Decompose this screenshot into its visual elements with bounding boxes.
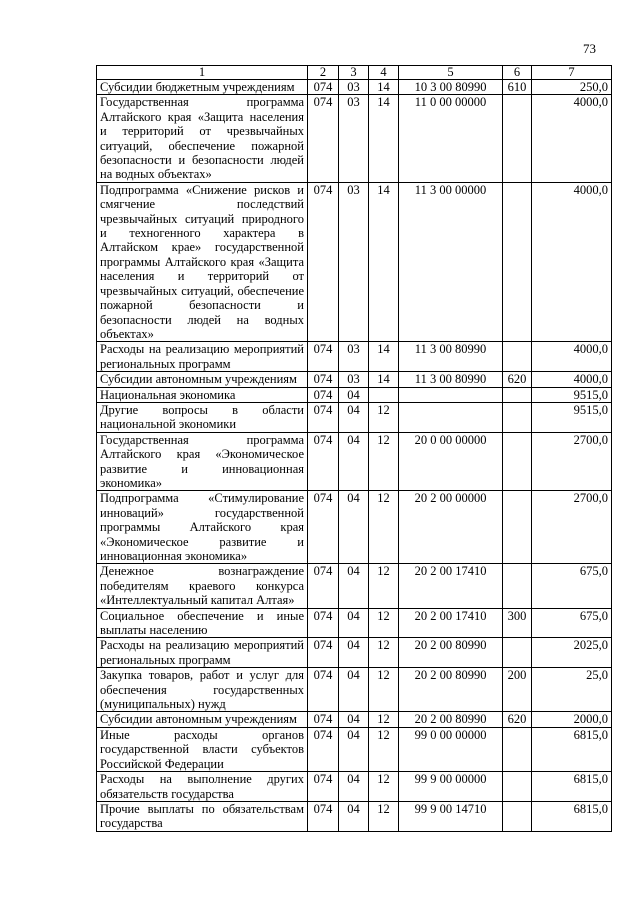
amount-cell: 2700,0	[532, 432, 612, 491]
expense-type-code-cell	[503, 432, 532, 491]
section-code-cell: 04	[339, 638, 369, 668]
expense-type-code-cell	[503, 387, 532, 402]
section-code-cell: 04	[339, 801, 369, 831]
ministry-code-cell: 074	[308, 712, 339, 727]
subsection-code-cell: 12	[369, 491, 399, 564]
section-code-cell: 04	[339, 491, 369, 564]
item-name-cell: Субсидии бюджетным учреждениям	[97, 80, 308, 95]
expense-type-code-cell	[503, 95, 532, 182]
expense-type-code-cell: 620	[503, 372, 532, 387]
target-article-code-cell: 20 2 00 80990	[399, 638, 503, 668]
ministry-code-cell: 074	[308, 801, 339, 831]
column-header: 7	[532, 66, 612, 80]
section-code-cell: 04	[339, 402, 369, 432]
amount-cell: 6815,0	[532, 772, 612, 802]
table-row	[97, 402, 612, 432]
amount-cell: 675,0	[532, 564, 612, 608]
target-article-code-cell	[399, 387, 503, 402]
column-header: 3	[339, 66, 369, 80]
amount-cell: 6815,0	[532, 801, 612, 831]
item-name-cell: Подпрограмма «Стимулирование инноваций» государственной программы Алтайского края «Экономическое развитие и инновационная экономика»	[97, 491, 308, 564]
header-row	[97, 66, 612, 80]
expense-type-code-cell	[503, 342, 532, 372]
subsection-code-cell: 12	[369, 608, 399, 638]
item-name-cell: Государственная программа Алтайского края «Экономическое развитие и инновационная экономика»	[97, 432, 308, 491]
item-name-cell: Расходы на выполнение других обязательств государства	[97, 772, 308, 802]
table-row	[97, 668, 612, 712]
section-code-cell: 04	[339, 432, 369, 491]
subsection-code-cell: 12	[369, 668, 399, 712]
item-name-cell: Закупка товаров, работ и услуг для обеспечения государственных (муниципальных) нужд	[97, 668, 308, 712]
ministry-code-cell: 074	[308, 608, 339, 638]
target-article-code-cell: 99 0 00 00000	[399, 727, 503, 771]
subsection-code-cell: 12	[369, 801, 399, 831]
ministry-code-cell: 074	[308, 387, 339, 402]
item-name-cell: Субсидии автономным учреждениям	[97, 712, 308, 727]
table-row	[97, 727, 612, 771]
target-article-code-cell: 20 2 00 80990	[399, 668, 503, 712]
amount-cell: 25,0	[532, 668, 612, 712]
amount-cell: 2025,0	[532, 638, 612, 668]
item-name-cell: Прочие выплаты по обязательствам государства	[97, 801, 308, 831]
amount-cell: 250,0	[532, 80, 612, 95]
table-row	[97, 432, 612, 491]
amount-cell: 2000,0	[532, 712, 612, 727]
expense-type-code-cell	[503, 801, 532, 831]
subsection-code-cell: 12	[369, 638, 399, 668]
target-article-code-cell: 99 9 00 14710	[399, 801, 503, 831]
section-code-cell: 03	[339, 372, 369, 387]
amount-cell: 9515,0	[532, 402, 612, 432]
section-code-cell: 04	[339, 387, 369, 402]
budget-table	[96, 65, 612, 832]
table-row	[97, 95, 612, 182]
expense-type-code-cell	[503, 772, 532, 802]
ministry-code-cell: 074	[308, 638, 339, 668]
target-article-code-cell: 20 0 00 00000	[399, 432, 503, 491]
table-row	[97, 387, 612, 402]
subsection-code-cell: 12	[369, 772, 399, 802]
page-number: 73	[583, 41, 596, 56]
ministry-code-cell: 074	[308, 402, 339, 432]
target-article-code-cell: 20 2 00 17410	[399, 564, 503, 608]
section-code-cell: 03	[339, 95, 369, 182]
expense-type-code-cell: 610	[503, 80, 532, 95]
item-name-cell: Другие вопросы в области национальной экономики	[97, 402, 308, 432]
column-header: 1	[97, 66, 308, 80]
subsection-code-cell: 12	[369, 712, 399, 727]
table-row	[97, 372, 612, 387]
column-header: 4	[369, 66, 399, 80]
item-name-cell: Денежное вознаграждение победителям краевого конкурса «Интеллектуальный капитал Алтая»	[97, 564, 308, 608]
target-article-code-cell: 99 9 00 00000	[399, 772, 503, 802]
subsection-code-cell: 14	[369, 95, 399, 182]
section-code-cell: 03	[339, 182, 369, 341]
item-name-cell: Государственная программа Алтайского края «Защита населения и территорий от чрезвычайных ситуаций, обеспечение пожарной безопасности и безопасности людей на водных объектах»	[97, 95, 308, 182]
column-header: 2	[308, 66, 339, 80]
subsection-code-cell: 12	[369, 727, 399, 771]
ministry-code-cell: 074	[308, 772, 339, 802]
expense-type-code-cell	[503, 491, 532, 564]
subsection-code-cell: 14	[369, 342, 399, 372]
table-row	[97, 491, 612, 564]
expense-type-code-cell	[503, 182, 532, 341]
amount-cell: 4000,0	[532, 182, 612, 341]
section-code-cell: 04	[339, 564, 369, 608]
section-code-cell: 04	[339, 712, 369, 727]
target-article-code-cell: 20 2 00 00000	[399, 491, 503, 564]
table-row	[97, 80, 612, 95]
ministry-code-cell: 074	[308, 564, 339, 608]
expense-type-code-cell: 300	[503, 608, 532, 638]
subsection-code-cell: 14	[369, 372, 399, 387]
section-code-cell: 04	[339, 608, 369, 638]
target-article-code-cell: 20 2 00 17410	[399, 608, 503, 638]
item-name-cell: Социальное обеспечение и иные выплаты населению	[97, 608, 308, 638]
ministry-code-cell: 074	[308, 727, 339, 771]
item-name-cell: Национальная экономика	[97, 387, 308, 402]
target-article-code-cell: 11 3 00 80990	[399, 342, 503, 372]
table-row	[97, 564, 612, 608]
expense-type-code-cell	[503, 564, 532, 608]
table-row	[97, 801, 612, 831]
amount-cell: 4000,0	[532, 372, 612, 387]
subsection-code-cell: 12	[369, 402, 399, 432]
column-header: 6	[503, 66, 532, 80]
amount-cell: 4000,0	[532, 342, 612, 372]
target-article-code-cell: 11 3 00 80990	[399, 372, 503, 387]
target-article-code-cell	[399, 402, 503, 432]
amount-cell: 675,0	[532, 608, 612, 638]
expense-type-code-cell	[503, 638, 532, 668]
table-row	[97, 712, 612, 727]
target-article-code-cell: 11 3 00 00000	[399, 182, 503, 341]
table-row	[97, 772, 612, 802]
ministry-code-cell: 074	[308, 372, 339, 387]
section-code-cell: 04	[339, 668, 369, 712]
section-code-cell: 04	[339, 727, 369, 771]
section-code-cell: 03	[339, 342, 369, 372]
item-name-cell: Субсидии автономным учреждениям	[97, 372, 308, 387]
expense-type-code-cell	[503, 727, 532, 771]
ministry-code-cell: 074	[308, 80, 339, 95]
table-row	[97, 638, 612, 668]
target-article-code-cell: 20 2 00 80990	[399, 712, 503, 727]
expense-type-code-cell: 620	[503, 712, 532, 727]
table-row	[97, 608, 612, 638]
expense-type-code-cell	[503, 402, 532, 432]
ministry-code-cell: 074	[308, 182, 339, 341]
subsection-code-cell: 12	[369, 432, 399, 491]
amount-cell: 2700,0	[532, 491, 612, 564]
table-row	[97, 182, 612, 341]
ministry-code-cell: 074	[308, 491, 339, 564]
section-code-cell: 03	[339, 80, 369, 95]
subsection-code-cell: 12	[369, 564, 399, 608]
table-row	[97, 342, 612, 372]
item-name-cell: Расходы на реализацию мероприятий региональных программ	[97, 638, 308, 668]
ministry-code-cell: 074	[308, 342, 339, 372]
subsection-code-cell	[369, 387, 399, 402]
ministry-code-cell: 074	[308, 668, 339, 712]
expense-type-code-cell: 200	[503, 668, 532, 712]
subsection-code-cell: 14	[369, 80, 399, 95]
section-code-cell: 04	[339, 772, 369, 802]
amount-cell: 6815,0	[532, 727, 612, 771]
item-name-cell: Подпрограмма «Снижение рисков и смягчение последствий чрезвычайных ситуаций природного и техногенного характера в Алтайском крае» государственной программы Алтайского края «Защита населения и территорий от чрезвычайных ситуаций, обеспечение пожарной безопасности и безопасности людей на водных объектах»	[97, 182, 308, 341]
item-name-cell: Иные расходы органов государственной власти субъектов Российской Федерации	[97, 727, 308, 771]
ministry-code-cell: 074	[308, 432, 339, 491]
ministry-code-cell: 074	[308, 95, 339, 182]
target-article-code-cell: 11 0 00 00000	[399, 95, 503, 182]
amount-cell: 4000,0	[532, 95, 612, 182]
item-name-cell: Расходы на реализацию мероприятий региональных программ	[97, 342, 308, 372]
subsection-code-cell: 14	[369, 182, 399, 341]
amount-cell: 9515,0	[532, 387, 612, 402]
target-article-code-cell: 10 3 00 80990	[399, 80, 503, 95]
column-header: 5	[399, 66, 503, 80]
